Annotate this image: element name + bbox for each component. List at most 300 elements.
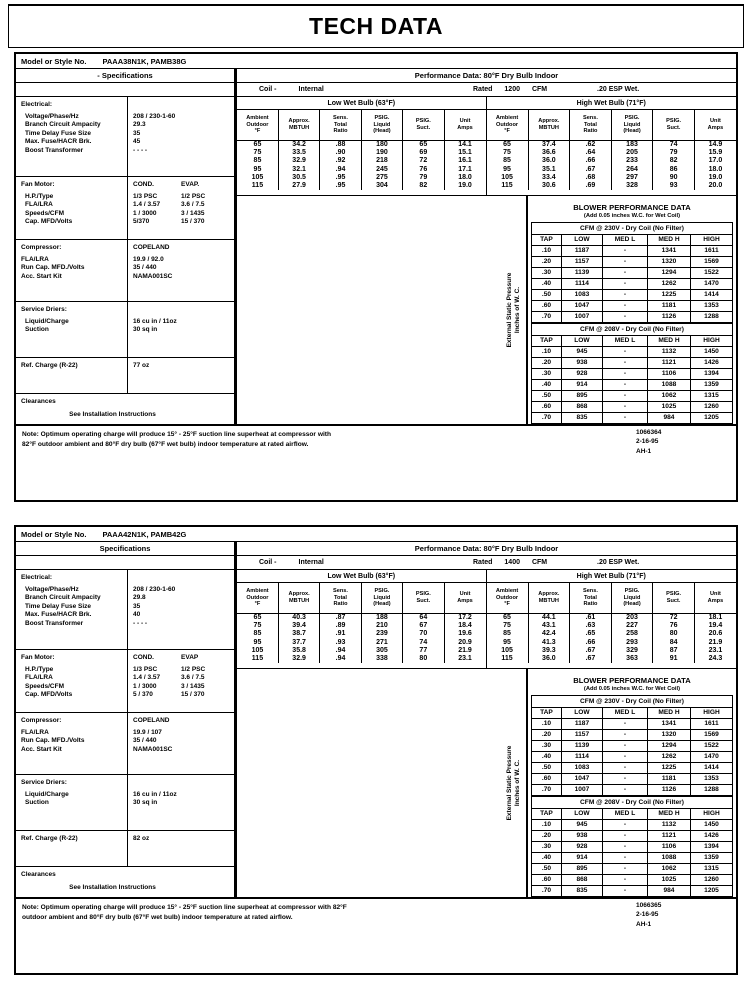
cell: -: [602, 886, 647, 897]
cell: -: [602, 774, 647, 785]
electrical-label: Voltage/Phase/Hz: [25, 112, 79, 120]
fan-motor-label: FLA/LRA: [25, 201, 53, 209]
fan-motor-label: Speeds/CFM: [25, 682, 65, 690]
blower-performance-box: [527, 196, 736, 424]
coil-rated-row: [237, 83, 736, 97]
cell: 1088: [647, 380, 690, 391]
electrical-value: 208 / 230-1-60: [133, 585, 176, 593]
blower-left-blank: [237, 196, 501, 424]
cell: 80: [653, 630, 695, 638]
electrical-heading: Electrical:: [21, 101, 53, 108]
col-unit-amps: Unit Amps: [694, 110, 736, 140]
cell: 82: [403, 181, 444, 189]
cell: 77: [403, 646, 444, 654]
blower-left-blank: [237, 669, 501, 897]
table-row: [531, 763, 732, 774]
cell: .95: [320, 173, 361, 181]
cell: .10: [531, 246, 561, 257]
cell: 945: [561, 820, 602, 831]
cell: -: [602, 257, 647, 268]
ref-charge-value: 77 oz: [133, 362, 150, 369]
cell: 1426: [690, 831, 732, 842]
compressor-value: 19.9 / 107: [133, 728, 162, 736]
cell: .20: [531, 730, 561, 741]
table-row: [487, 157, 737, 165]
cell: 1106: [647, 369, 690, 380]
cell: 1426: [690, 358, 732, 369]
blower-col-low: LOW: [561, 235, 602, 246]
cell: 938: [561, 831, 602, 842]
high-wet-bulb-body: [487, 613, 737, 663]
fan-motor-label: Speeds/CFM: [25, 209, 65, 217]
cell: 205: [611, 149, 653, 157]
cell: 1288: [690, 785, 732, 796]
col-psig-suct: PSIG. Suct.: [403, 583, 444, 613]
performance-title: Performance Data: 80°F Dry Bulb Indoor: [237, 542, 736, 556]
table-row: [487, 622, 737, 630]
cell: 914: [561, 853, 602, 864]
table-row: [531, 312, 732, 323]
cell: 1083: [561, 763, 602, 774]
cell: .20: [531, 358, 561, 369]
cell: .30: [531, 741, 561, 752]
compressor-value: 19.9 / 92.0: [133, 255, 164, 263]
cell: 1181: [647, 774, 690, 785]
table-row: [531, 875, 732, 886]
fan-motor-col-header: EVAP: [181, 654, 199, 661]
esp-axis-label: External Static Pressure Inches of W. C.: [501, 196, 527, 424]
cell: 65: [253, 614, 262, 622]
cell: -: [602, 752, 647, 763]
cell: 39.3: [528, 646, 570, 654]
coil-label: Coil -: [259, 559, 277, 566]
blower-heading: BLOWER PERFORMANCE DATA: [573, 203, 691, 212]
cell: .67: [570, 165, 612, 173]
table-row: [487, 140, 737, 149]
cell: 1414: [690, 290, 732, 301]
clearances-block: [16, 394, 234, 424]
cell: .66: [570, 638, 612, 646]
table-row: [531, 853, 732, 864]
fan-motor-cond-value: 1/3 PSC: [133, 665, 158, 673]
cell: 305: [361, 646, 402, 654]
compressor-heading: Compressor:: [21, 717, 62, 724]
esp-value: .20: [597, 86, 607, 93]
cell: 86: [653, 165, 695, 173]
cell: 1353: [690, 301, 732, 312]
col-psig-liquid: PSIG. Liquid (Head): [361, 110, 402, 140]
cell: .50: [531, 763, 561, 774]
cell: 17.2: [444, 613, 485, 622]
cell: 44.1: [528, 613, 570, 622]
table-row: [531, 741, 732, 752]
cell: .63: [570, 622, 612, 630]
cell: .30: [531, 369, 561, 380]
cell: 84: [653, 638, 695, 646]
electrical-value: 35: [133, 602, 141, 610]
fan-motor-label: FLA/LRA: [25, 674, 53, 682]
table-row: [531, 402, 732, 413]
cell: 20.6: [694, 630, 736, 638]
cell: 245: [361, 165, 402, 173]
electrical-value: - - - -: [133, 619, 148, 627]
cell: 1359: [690, 853, 732, 864]
cell: 76: [403, 165, 444, 173]
cell: 64: [403, 613, 444, 622]
low-wet-bulb-body: [237, 613, 486, 663]
cell: .87: [320, 613, 361, 622]
cell: 1315: [690, 864, 732, 875]
clearances-block: [16, 867, 234, 897]
cell: 16.1: [444, 157, 485, 165]
table-row: [531, 752, 732, 763]
cell: 264: [611, 165, 653, 173]
cell: 338: [361, 654, 402, 662]
cell: 38.7: [278, 630, 319, 638]
fan-motor-label: Cap. MFD/Volts: [25, 218, 73, 226]
cell: .50: [531, 864, 561, 875]
coil-value: Internal: [298, 86, 324, 93]
cell: 15.1: [444, 149, 485, 157]
table-row: [531, 290, 732, 301]
col-psig-suct: PSIG. Suct.: [653, 583, 695, 613]
specifications-spacer: [16, 83, 234, 97]
cell: .61: [570, 613, 612, 622]
cell: .67: [570, 654, 612, 662]
note-line-1: Note: Optimum operating charge will produce 15° - 25°F suction line superheat at compressor with: [22, 431, 332, 438]
cell: 33.4: [528, 173, 570, 181]
cell: 79: [403, 173, 444, 181]
cell: .93: [320, 638, 361, 646]
blower-table-230v: [531, 695, 733, 796]
fan-motor-evap-value: 1/2 PSC: [181, 665, 206, 673]
cell: -: [602, 741, 647, 752]
cell: .64: [570, 149, 612, 157]
cell: 15.9: [694, 149, 736, 157]
cfm-unit: CFM: [531, 559, 548, 566]
document-revision: AH-1: [636, 447, 652, 455]
cell: .60: [531, 301, 561, 312]
cell: -: [602, 312, 647, 323]
cell: .66: [570, 157, 612, 165]
cell: 72: [653, 613, 695, 622]
fan-motor-heading: Fan Motor:: [21, 654, 55, 661]
electrical-label: Branch Circuit Ampacity: [25, 121, 101, 129]
cell: 1062: [647, 391, 690, 402]
cell: .10: [531, 347, 561, 358]
cell: 1157: [561, 257, 602, 268]
table-header-row: [237, 110, 486, 140]
cell: -: [602, 380, 647, 391]
rated-label: Rated: [473, 559, 493, 566]
service-driers-value: 30 sq in: [133, 799, 158, 807]
compressor-label: FLA/LRA: [21, 255, 49, 263]
cell: .65: [570, 630, 612, 638]
document-number: 1066365: [636, 902, 662, 909]
table-row: [487, 149, 737, 157]
fan-motor-cond-value: 1.4 / 3.57: [133, 674, 161, 682]
cell: 1205: [690, 413, 732, 424]
cell: -: [602, 730, 647, 741]
cell: .40: [531, 752, 561, 763]
cell: 203: [611, 613, 653, 622]
cell: 37.7: [278, 638, 319, 646]
cell: 75: [253, 622, 262, 630]
service-driers-heading: Service Driers:: [21, 306, 67, 313]
cell: 1007: [561, 785, 602, 796]
cfm-unit: CFM: [531, 86, 548, 93]
cell: 928: [561, 842, 602, 853]
cell: 188: [361, 613, 402, 622]
cell: -: [602, 763, 647, 774]
cell: 984: [647, 886, 690, 897]
cell: .40: [531, 279, 561, 290]
cell: 895: [561, 391, 602, 402]
blower-table-208v: [531, 323, 733, 424]
page-title: TECH DATA: [309, 13, 443, 39]
cell: 835: [561, 886, 602, 897]
col-psig-suct: PSIG. Suct.: [403, 110, 444, 140]
cell: 95: [253, 165, 262, 173]
service-driers-label: Suction: [25, 799, 49, 807]
rated-cfm-value: 1400: [504, 559, 520, 566]
cell: 239: [361, 630, 402, 638]
table-row: [531, 785, 732, 796]
cell: 105: [251, 173, 264, 181]
cell: 69: [403, 149, 444, 157]
cell: 1315: [690, 391, 732, 402]
compressor-block: [16, 713, 234, 775]
cell: 19.4: [694, 622, 736, 630]
note-code-block: [636, 899, 736, 931]
cell: 85: [253, 157, 262, 165]
note-row: [16, 897, 736, 931]
cell: 1126: [647, 312, 690, 323]
cell: 30.6: [528, 181, 570, 189]
cell: 65: [253, 141, 262, 149]
tech-data-sheet-2: [14, 525, 738, 975]
cell: 35.1: [528, 165, 570, 173]
document-date: 2-16-95: [636, 911, 659, 919]
cell: .68: [570, 173, 612, 181]
cell: 1139: [561, 741, 602, 752]
ref-charge-label: Ref. Charge (R-22): [21, 835, 78, 842]
cell: 20.0: [694, 181, 736, 189]
cell: 105: [501, 646, 513, 654]
cell: 1294: [647, 741, 690, 752]
electrical-label: Boost Transformer: [25, 146, 84, 154]
tech-data-sheet-1: [14, 52, 738, 502]
table-row: [237, 140, 486, 149]
cell: 85: [253, 630, 262, 638]
table-row: [487, 165, 737, 173]
table-row: [531, 369, 732, 380]
table-row: [487, 613, 737, 622]
blower-col-low: LOW: [561, 336, 602, 347]
esp-label: ESP Wet.: [608, 559, 640, 566]
note-text: [16, 899, 636, 931]
blower-col-high: HIGH: [690, 336, 732, 347]
cell: .70: [531, 413, 561, 424]
cell: 233: [611, 157, 653, 165]
table-row: [237, 646, 486, 654]
cell: 1288: [690, 312, 732, 323]
col-psig-suct: PSIG. Suct.: [653, 110, 695, 140]
col-sens-total-ratio: Sens. Total Ratio: [320, 583, 361, 613]
cell: 32.9: [278, 654, 319, 662]
cell: 1569: [690, 730, 732, 741]
service-driers-heading: Service Driers:: [21, 779, 67, 786]
col-approx-mbtuh: Approx. MBTUH: [528, 583, 570, 613]
clearances-heading: Clearances: [21, 871, 56, 878]
cell: 33.5: [278, 149, 319, 157]
low-wet-bulb-body: [237, 140, 486, 190]
low-wet-bulb-title: Low Wet Bulb (63°F): [237, 570, 486, 583]
compressor-brand: COPELAND: [133, 244, 170, 251]
cell: 1187: [561, 719, 602, 730]
cell: 85: [503, 630, 511, 638]
cell: 34.2: [278, 140, 319, 149]
cell: -: [602, 358, 647, 369]
compressor-value: 35 / 440: [133, 264, 157, 272]
cell: 105: [501, 173, 513, 181]
fan-motor-block: [16, 177, 234, 240]
cell: 41.3: [528, 638, 570, 646]
cell: 297: [611, 173, 653, 181]
col-sens-total-ratio: Sens. Total Ratio: [320, 110, 361, 140]
cell: 1114: [561, 279, 602, 290]
cell: 1450: [690, 820, 732, 831]
high-wet-bulb-body: [487, 140, 737, 190]
model-row: [16, 54, 736, 69]
table-row: [531, 358, 732, 369]
blower-col-medh: MED H: [647, 235, 690, 246]
cell: 17.1: [444, 165, 485, 173]
blower-col-medl: MED L: [602, 336, 647, 347]
model-label: Model or Style No.: [21, 56, 87, 66]
cell: .60: [531, 774, 561, 785]
blower-subheading: (Add 0.05 inches W.C. for Wet Coil): [583, 686, 681, 692]
fan-motor-cond-value: 5/370: [133, 218, 150, 226]
cell: -: [602, 347, 647, 358]
table-row: [531, 864, 732, 875]
electrical-value: 208 / 230-1-60: [133, 112, 176, 120]
table-row: [531, 257, 732, 268]
service-driers-block: [16, 775, 234, 831]
performance-column: [237, 69, 736, 424]
blower-col-low: LOW: [561, 809, 602, 820]
cell: 1320: [647, 730, 690, 741]
cell: 87: [653, 646, 695, 654]
model-value: PAAA38N1K, PAMB38G: [102, 56, 187, 66]
cell: 1047: [561, 301, 602, 312]
compressor-value: NAMA001SC: [133, 745, 173, 753]
table-header-row: [487, 583, 737, 613]
electrical-heading: Electrical:: [21, 574, 53, 581]
cell: 32.1: [278, 165, 319, 173]
cell: -: [602, 391, 647, 402]
table-row: [487, 646, 737, 654]
cell: 37.4: [528, 140, 570, 149]
table-row: [531, 246, 732, 257]
electrical-value: 29.3: [133, 121, 146, 129]
blower-col-medl: MED L: [602, 235, 647, 246]
cell: -: [602, 402, 647, 413]
blower-heading: BLOWER PERFORMANCE DATA: [573, 676, 691, 685]
cell: .88: [320, 140, 361, 149]
cell: 1225: [647, 290, 690, 301]
cell: -: [602, 820, 647, 831]
cell: 75: [253, 149, 262, 157]
cell: .40: [531, 853, 561, 864]
col-unit-amps: Unit Amps: [444, 110, 485, 140]
cell: 190: [361, 149, 402, 157]
service-driers-label: Liquid/Charge: [25, 317, 69, 325]
blower-col-medl: MED L: [602, 708, 647, 719]
cell: .20: [531, 831, 561, 842]
cell: 32.9: [278, 157, 319, 165]
cell: 74: [653, 140, 695, 149]
cell: 1114: [561, 752, 602, 763]
blower-col-medh: MED H: [647, 708, 690, 719]
cell: 1394: [690, 842, 732, 853]
cell: 1341: [647, 719, 690, 730]
cell: 363: [611, 654, 653, 662]
cell: 1126: [647, 785, 690, 796]
table-row: [237, 613, 486, 622]
cell: .50: [531, 290, 561, 301]
cell: 1569: [690, 257, 732, 268]
cell: 1470: [690, 279, 732, 290]
table-row: [531, 886, 732, 897]
fan-motor-evap-value: 3.6 / 7.5: [181, 201, 205, 209]
cell: 14.1: [444, 140, 485, 149]
cell: 19.0: [694, 173, 736, 181]
cell: 1262: [647, 752, 690, 763]
cell: 1007: [561, 312, 602, 323]
cell: -: [602, 853, 647, 864]
compressor-label: Acc. Start Kit: [21, 745, 62, 753]
cell: .60: [531, 875, 561, 886]
cell: .67: [570, 646, 612, 654]
fan-motor-evap-value: 3 / 1435: [181, 209, 205, 217]
cell: 1047: [561, 774, 602, 785]
coil-label: Coil -: [259, 86, 277, 93]
cell: 21.9: [444, 646, 485, 654]
rated-label: Rated: [473, 86, 493, 93]
cell: 90: [653, 173, 695, 181]
fan-motor-cond-value: 1.4 / 3.57: [133, 201, 161, 209]
note-line-1: Note: Optimum operating charge will produce 15° - 25°F suction line superheat at compressor with 82°F: [22, 904, 347, 911]
fan-motor-block: [16, 650, 234, 713]
cell: 218: [361, 157, 402, 165]
blower-col-tap: TAP: [531, 235, 561, 246]
service-driers-block: [16, 302, 234, 358]
cell: 304: [361, 181, 402, 189]
cell: 938: [561, 358, 602, 369]
cell: 14.9: [694, 140, 736, 149]
blower-col-high: HIGH: [690, 708, 732, 719]
cell: 74: [403, 638, 444, 646]
cell: .70: [531, 886, 561, 897]
ref-charge-block: [16, 358, 234, 394]
cell: 1106: [647, 842, 690, 853]
coil-rated-row: [237, 556, 736, 570]
high-wet-bulb-title: High Wet Bulb (71°F): [487, 570, 737, 583]
col-approx-mbtuh: Approx. MBTUH: [528, 110, 570, 140]
cell: 80: [403, 654, 444, 662]
cell: .69: [570, 181, 612, 189]
